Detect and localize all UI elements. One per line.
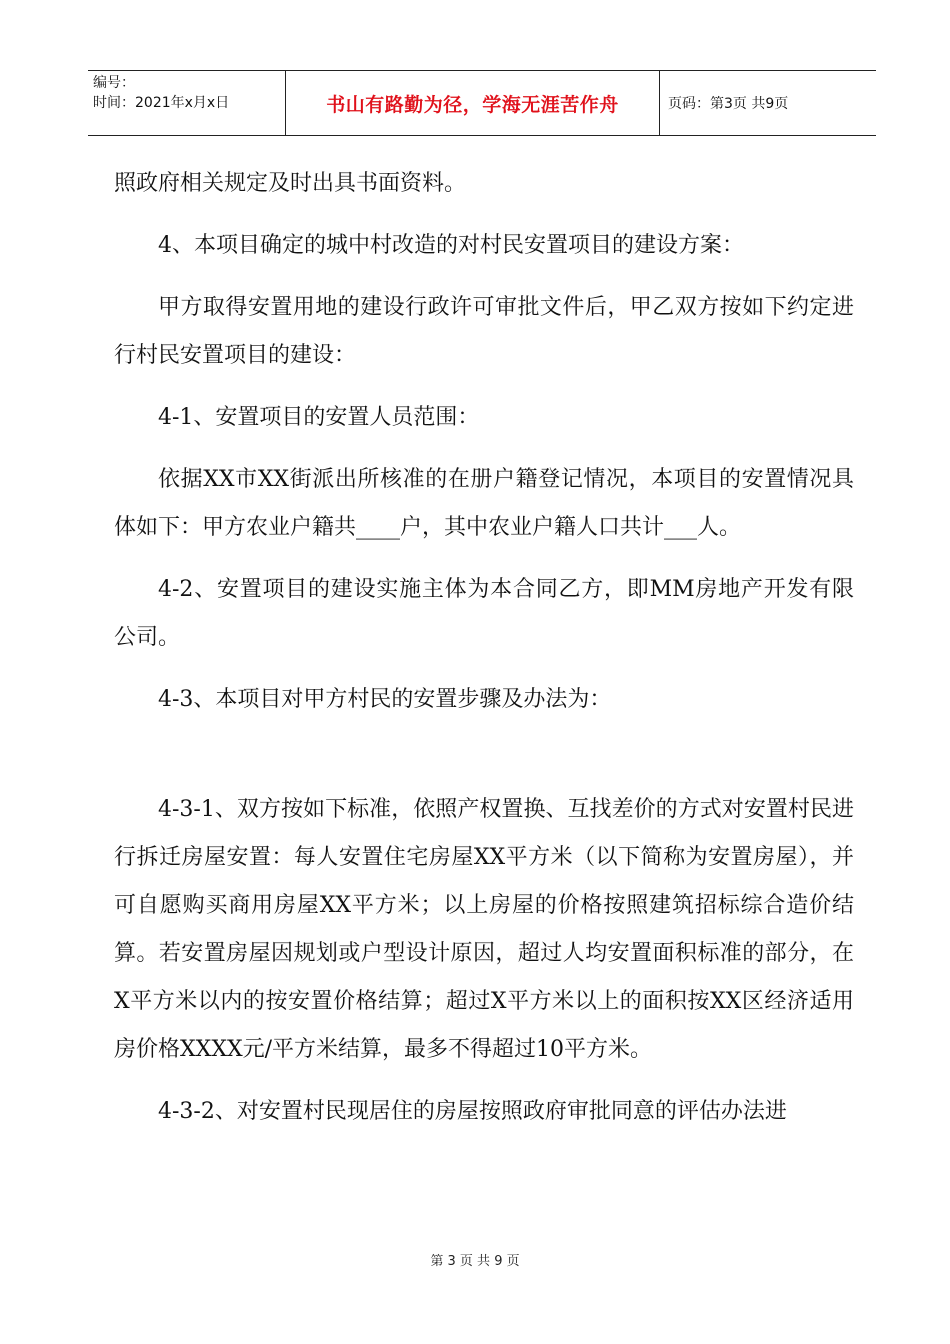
header-page-info: 页码：第3页 共9页 (668, 96, 789, 112)
paragraph: 甲方取得安置用地的建设行政许可审批文件后，甲乙双方按如下约定进行村民安置项目的建设： (114, 295, 854, 368)
paragraph: 依据XX市XX街派出所核准的在册户籍登记情况，本项目的安置情况具体如下：甲方农业户籍共____户，其中农业户籍人口共计___人。 (114, 467, 854, 540)
page-header (88, 70, 876, 136)
document-number-label: 编号： (93, 75, 135, 91)
paragraph: 4-3-1、双方按如下标准，依照产权置换、互找差价的方式对安置村民进行拆迁房屋安置：每人安置住宅房屋XX平方米（以下简称为安置房屋），并可自愿购买商用房屋XX平方米；以上房屋的价格按照建筑招标综合造价结算。若安置房屋因规划或户型设计原因，超过人均安置面积标准的部分，在X平方米以内的按安置价格结算；超过X平方米以上的面积按XX区经济适用房价格XXXX元/平方米结算，最多不得超过10平方米。 (114, 797, 854, 1062)
page-footer: 第 3 页 共 9 页 (430, 1254, 520, 1269)
paragraph: 照政府相关规定及时出具书面资料。 (114, 171, 467, 196)
document-time-label: 时间：2021年x月x日 (93, 95, 230, 111)
paragraph: 4-2、安置项目的建设实施主体为本合同乙方，即MM房地产开发有限公司。 (114, 577, 854, 650)
blank-gap (114, 738, 854, 786)
header-motto-cell (286, 71, 660, 135)
header-meta (88, 71, 286, 135)
paragraph: 4-3-2、对安置村民现居住的房屋按照政府审批同意的评估办法进 (158, 1099, 787, 1124)
paragraph: 4-3、本项目对甲方村民的安置步骤及办法为： (158, 687, 612, 712)
document-body (114, 160, 854, 1150)
header-page-info-cell (660, 71, 876, 135)
header-motto: 书山有路勤为径，学海无涯苦作舟 (326, 93, 619, 116)
paragraph: 4、本项目确定的城中村改造的对村民安置项目的建设方案： (158, 233, 744, 258)
paragraph: 4-1、安置项目的安置人员范围： (158, 405, 480, 430)
